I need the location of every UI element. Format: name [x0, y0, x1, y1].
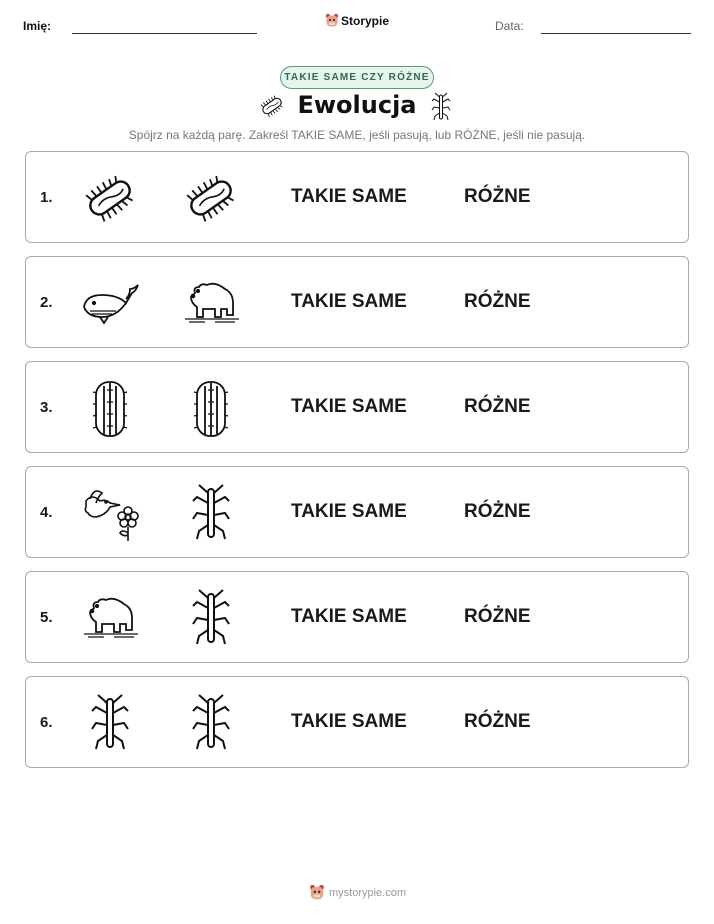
pair-row [25, 466, 689, 558]
option-different[interactable]: RÓŻNE [464, 396, 531, 417]
option-same[interactable]: TAKIE SAME [291, 291, 407, 312]
pair-row [25, 361, 689, 453]
option-same[interactable]: TAKIE SAME [291, 606, 407, 627]
cactus-icon [80, 378, 140, 438]
option-different[interactable]: RÓŻNE [464, 186, 531, 207]
footer-url: mystorypie.com [329, 887, 407, 899]
cactus-icon [181, 378, 241, 438]
option-same[interactable]: TAKIE SAME [291, 711, 407, 732]
name-label: Imię: [23, 19, 52, 33]
option-different[interactable]: RÓŻNE [464, 711, 531, 732]
stick-insect-icon [80, 693, 140, 753]
stick-insect-icon [181, 483, 241, 543]
option-same[interactable]: TAKIE SAME [291, 396, 407, 417]
pair-row [25, 151, 689, 243]
row-number: 3. [40, 399, 53, 416]
polar-bear-icon [181, 273, 241, 333]
row-number: 4. [40, 504, 53, 521]
stick-insect-icon [430, 92, 452, 122]
row-number: 6. [40, 714, 53, 731]
polar-bear-icon [80, 588, 140, 648]
stick-insect-icon [181, 588, 241, 648]
option-different[interactable]: RÓŻNE [464, 606, 531, 627]
date-line[interactable] [541, 33, 691, 34]
row-number: 5. [40, 609, 53, 626]
pair-row [25, 676, 689, 768]
option-same[interactable]: TAKIE SAME [291, 501, 407, 522]
row-number: 1. [40, 189, 53, 206]
option-same[interactable]: TAKIE SAME [291, 186, 407, 207]
storypie-mascot-icon [325, 13, 339, 29]
row-number: 2. [40, 294, 53, 311]
footer [309, 884, 406, 902]
whale-icon [80, 273, 140, 333]
hummingbird-flower-icon [80, 483, 140, 543]
worksheet-type-badge: TAKIE SAME CZY RÓŻNE [280, 66, 434, 89]
brand-logo [325, 13, 389, 29]
bacteria-icon [181, 168, 241, 228]
storypie-mascot-icon [309, 884, 325, 902]
option-different[interactable]: RÓŻNE [464, 501, 531, 522]
stick-insect-icon [181, 693, 241, 753]
option-different[interactable]: RÓŻNE [464, 291, 531, 312]
pair-row [25, 571, 689, 663]
date-label: Data: [495, 19, 524, 33]
pair-row [25, 256, 689, 348]
instructions: Spójrz na każdą parę. Zakreśl TAKIE SAME, jeśli pasują, lub RÓŻNE, jeśli nie pasują. [128, 128, 586, 142]
name-line[interactable] [72, 33, 257, 34]
worksheet-title: Ewolucja [297, 91, 417, 119]
bacteria-icon [80, 168, 140, 228]
brand-name: Storypie [341, 14, 390, 28]
